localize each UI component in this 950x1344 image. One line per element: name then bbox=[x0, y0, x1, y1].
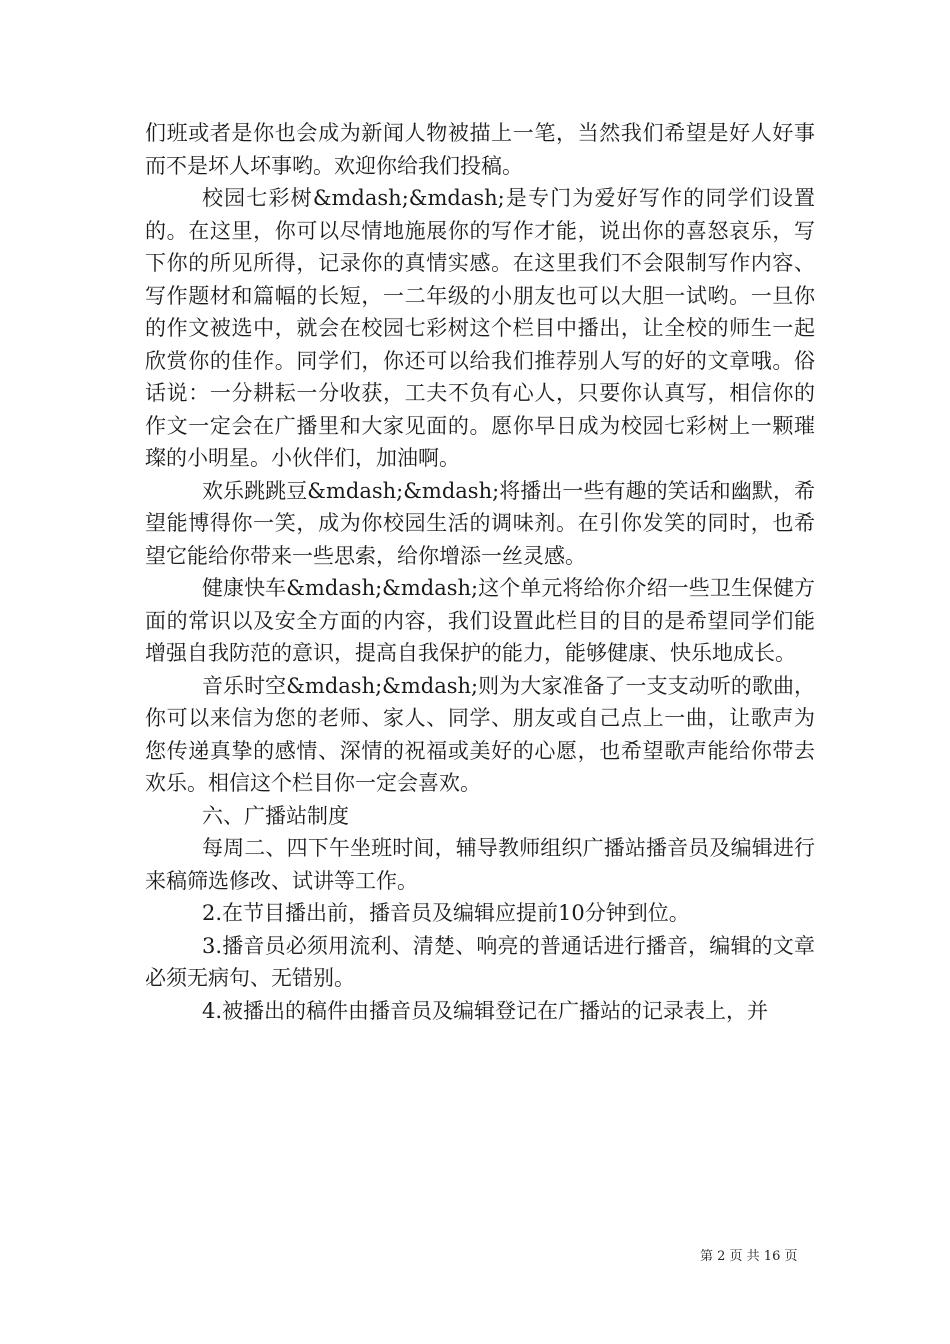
paragraph: 欢乐跳跳豆&mdash;&mdash;将播出一些有趣的笑话和幽默，希望能博得你一笑，成为你校园生活的调味剂。在引你发笑的同时，也希望它能给你带来一些思索，给你增添一丝灵感。 bbox=[145, 478, 815, 568]
list-item: 4.被播出的稿件由播音员及编辑登记在广播站的记录表上，并 bbox=[202, 998, 769, 1023]
list-item: 2.在节目播出前，播音员及编辑应提前10分钟到位。 bbox=[202, 901, 690, 925]
paragraph: 校园七彩树&mdash;&mdash;是专门为爱好写作的同学们设置的。在这里，你可以尽情地施展你的写作才能，说出你的喜怒哀乐，写下你的所见所得，记录你的真情实感。在这里我们不会限制写作内容、写作题材和篇幅的长短，一二年级的小朋友也可以大胆一试哟。一旦你的作文被选中，就会在校园七彩树这个栏目中播出，让全校的师生一起欣赏你的佳作。同学们，你还可以给我们推荐别人写的好的文章哦。俗话说：一分耕耘一分收获，工夫不负有心人，只要你认真写，相信你的作文一定会在广播里和大家见面的。愿你早日成为校园七彩树上一颗璀璨的小明星。小伙伴们，加油啊。 bbox=[145, 186, 815, 470]
page-number-footer: 第 2 页 共 16 页 bbox=[700, 1249, 798, 1264]
paragraph: 每周二、四下午坐班时间，辅导教师组织广播站播音员及编辑进行来稿筛选修改、试讲等工作。 bbox=[145, 836, 815, 893]
list-item: 3.播音员必须用流利、清楚、响亮的普通话进行播音，编辑的文章必须无病句、无错别。 bbox=[145, 933, 815, 990]
paragraph: 们班或者是你也会成为新闻人物被描上一笔，当然我们希望是好人好事而不是坏人坏事哟。欢迎你给我们投稿。 bbox=[145, 121, 815, 178]
paragraph: 音乐时空&mdash;&mdash;则为大家准备了一支支动听的歌曲，你可以来信为您的老师、家人、同学、朋友或自己点上一曲，让歌声为您传递真挚的感情、深情的祝福或美好的心愿，也希望歌声能给你带去欢乐。相信这个栏目你一定会喜欢。 bbox=[145, 673, 815, 795]
paragraph: 健康快车&mdash;&mdash;这个单元将给你介绍一些卫生保健方面的常识以及安全方面的内容，我们设置此栏目的目的是希望同学们能增强自我防范的意识，提高自我保护的能力，能够健康、快乐地成长。 bbox=[145, 576, 815, 665]
section-heading: 六、广播站制度 bbox=[202, 803, 349, 828]
document-body bbox=[145, 117, 815, 1027]
